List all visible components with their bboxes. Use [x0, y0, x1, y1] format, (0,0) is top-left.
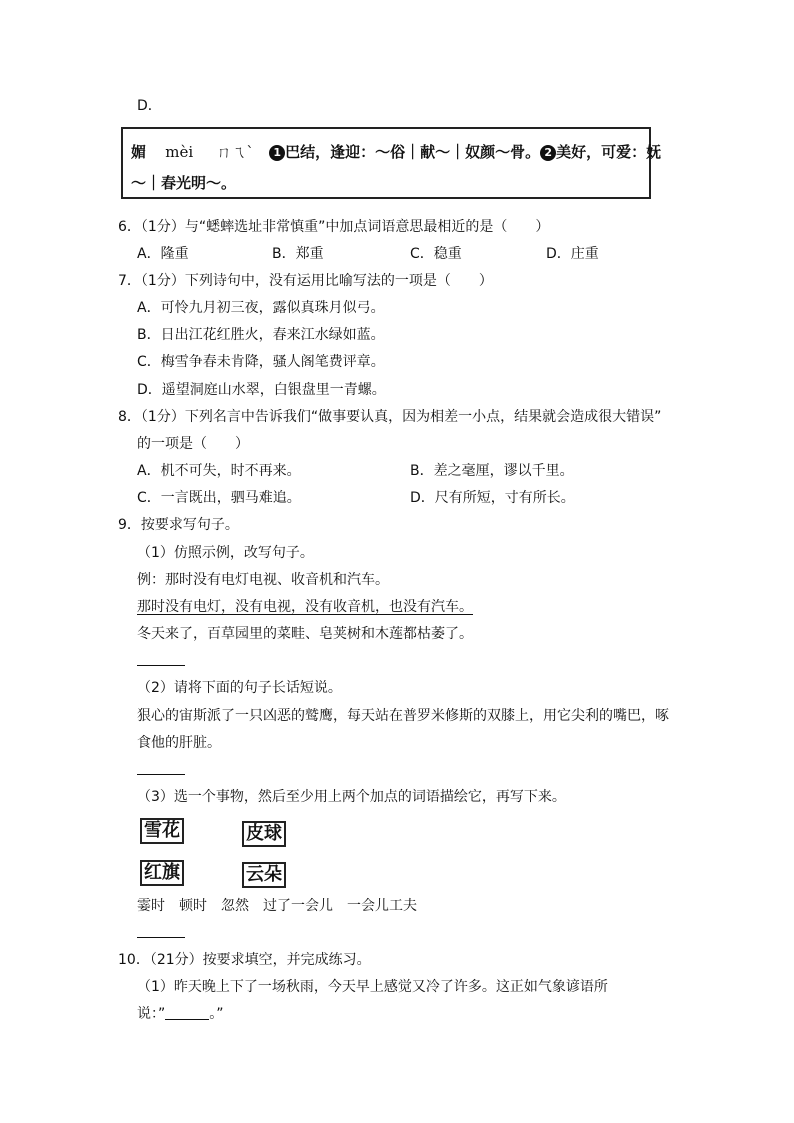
q6-option-a[interactable]: A．隆重: [137, 246, 189, 262]
q10-stem: 10．（21分）按要求填空，并完成练习。: [118, 952, 371, 968]
dict-zhuyin: ㄇㄟˋ: [216, 143, 254, 161]
q6-option-b[interactable]: B．郑重: [272, 246, 324, 262]
q8-option-c[interactable]: C．一言既出，驷马难追。: [137, 490, 301, 506]
q9-part1-title: （1）仿照示例，改写句子。: [137, 545, 314, 561]
q9-stem: 9．按要求写句子。: [118, 517, 239, 533]
q8-option-a[interactable]: A．机不可失，时不再来。: [137, 463, 301, 479]
q9-part3-title: （3）选一个事物，然后至少用上两个加点的词语描绘它，再写下来。: [137, 789, 566, 805]
dictionary-line-2: ～｜春光明～。: [131, 174, 237, 192]
q9-part2-title: （2）请将下面的句子长话短说。: [137, 680, 342, 696]
answer-blank[interactable]: [137, 937, 185, 938]
q10-part1-line-2: [137, 1004, 224, 1024]
word-card-cloud: 云朵: [242, 862, 286, 888]
word-card-red-flag: 红旗: [140, 860, 184, 886]
dict-pinyin: mèi: [165, 143, 194, 161]
q7-option-b[interactable]: B．日出江花红胜火，春来江水绿如蓝。: [137, 327, 385, 343]
q10-part1-line-2-suffix: 。”: [209, 1006, 224, 1022]
q6-stem: 6．（1分）与“蟋蟀选址非常慎重”中加点词语意思最相近的是（ ）: [118, 219, 550, 235]
answer-blank[interactable]: [165, 1005, 209, 1020]
q8-stem-line-2: 的一项是（ ）: [137, 436, 249, 452]
answer-blank[interactable]: [137, 665, 185, 666]
q7-option-d[interactable]: D．遥望洞庭山水翠，白银盘里一青螺。: [137, 382, 386, 398]
q5-option-d[interactable]: D．: [137, 98, 162, 114]
q9-part2-line-2: 食他的肝脏。: [137, 735, 221, 751]
q8-option-b[interactable]: B．差之毫厘，谬以千里。: [410, 463, 574, 479]
word-card-snowflake: 雪花: [140, 818, 184, 844]
q7-option-a[interactable]: A．可怜九月初三夜，露似真珠月似弓。: [137, 300, 385, 316]
q10-part1-line-2-prefix: 说：”: [137, 1006, 166, 1022]
dict-definition-2: 美好，可爱：妩: [556, 143, 662, 161]
q10-part1-line-1: （1）昨天晚上下了一场秋雨，今天早上感觉又冷了许多。这正如气象谚语所: [137, 979, 608, 995]
q9-part1-example: 例：那时没有电灯电视、收音机和汽车。: [137, 572, 389, 588]
dictionary-entry-box: [121, 127, 662, 199]
q7-option-c[interactable]: C．梅雪争春未肯降，骚人阁笔费评章。: [137, 354, 385, 370]
dict-char: 媚: [131, 143, 147, 161]
q8-option-d[interactable]: D．尺有所短，寸有所长。: [410, 490, 575, 506]
q8-stem-line-1: 8．（1分）下列名言中告诉我们“做事要认真，因为相差一小点，结果就会造成很大错误”: [118, 409, 662, 425]
q9-part2-line-1: 狠心的宙斯派了一只凶恶的鹫鹰，每天站在普罗米修斯的双膝上，用它尖利的嘴巴，啄: [137, 708, 669, 724]
q6-option-c[interactable]: C．稳重: [410, 246, 462, 262]
answer-blank[interactable]: [137, 774, 185, 775]
q7-stem: 7．（1分）下列诗句中，没有运用比喻写法的一项是（ ）: [118, 273, 493, 289]
word-card-ball: 皮球: [242, 821, 286, 847]
dictionary-line-1: [131, 141, 661, 162]
dict-definition-1: 巴结，逢迎：～俗｜献～｜奴颜～骨。: [285, 143, 541, 161]
q9-part1-sentence: 冬天来了，百草园里的菜畦、皂荚树和木莲都枯萎了。: [137, 626, 473, 642]
q6-option-d[interactable]: D．庄重: [546, 246, 599, 262]
numbered-circle-icon: 2: [540, 145, 556, 161]
numbered-circle-icon: 1: [269, 145, 285, 161]
q9-part3-words: 霎时 顿时 忽然 过了一会儿 一会儿工夫: [137, 898, 417, 914]
q9-part1-example-answer: 那时没有电灯，没有电视，没有收音机，也没有汽车。: [137, 599, 473, 615]
